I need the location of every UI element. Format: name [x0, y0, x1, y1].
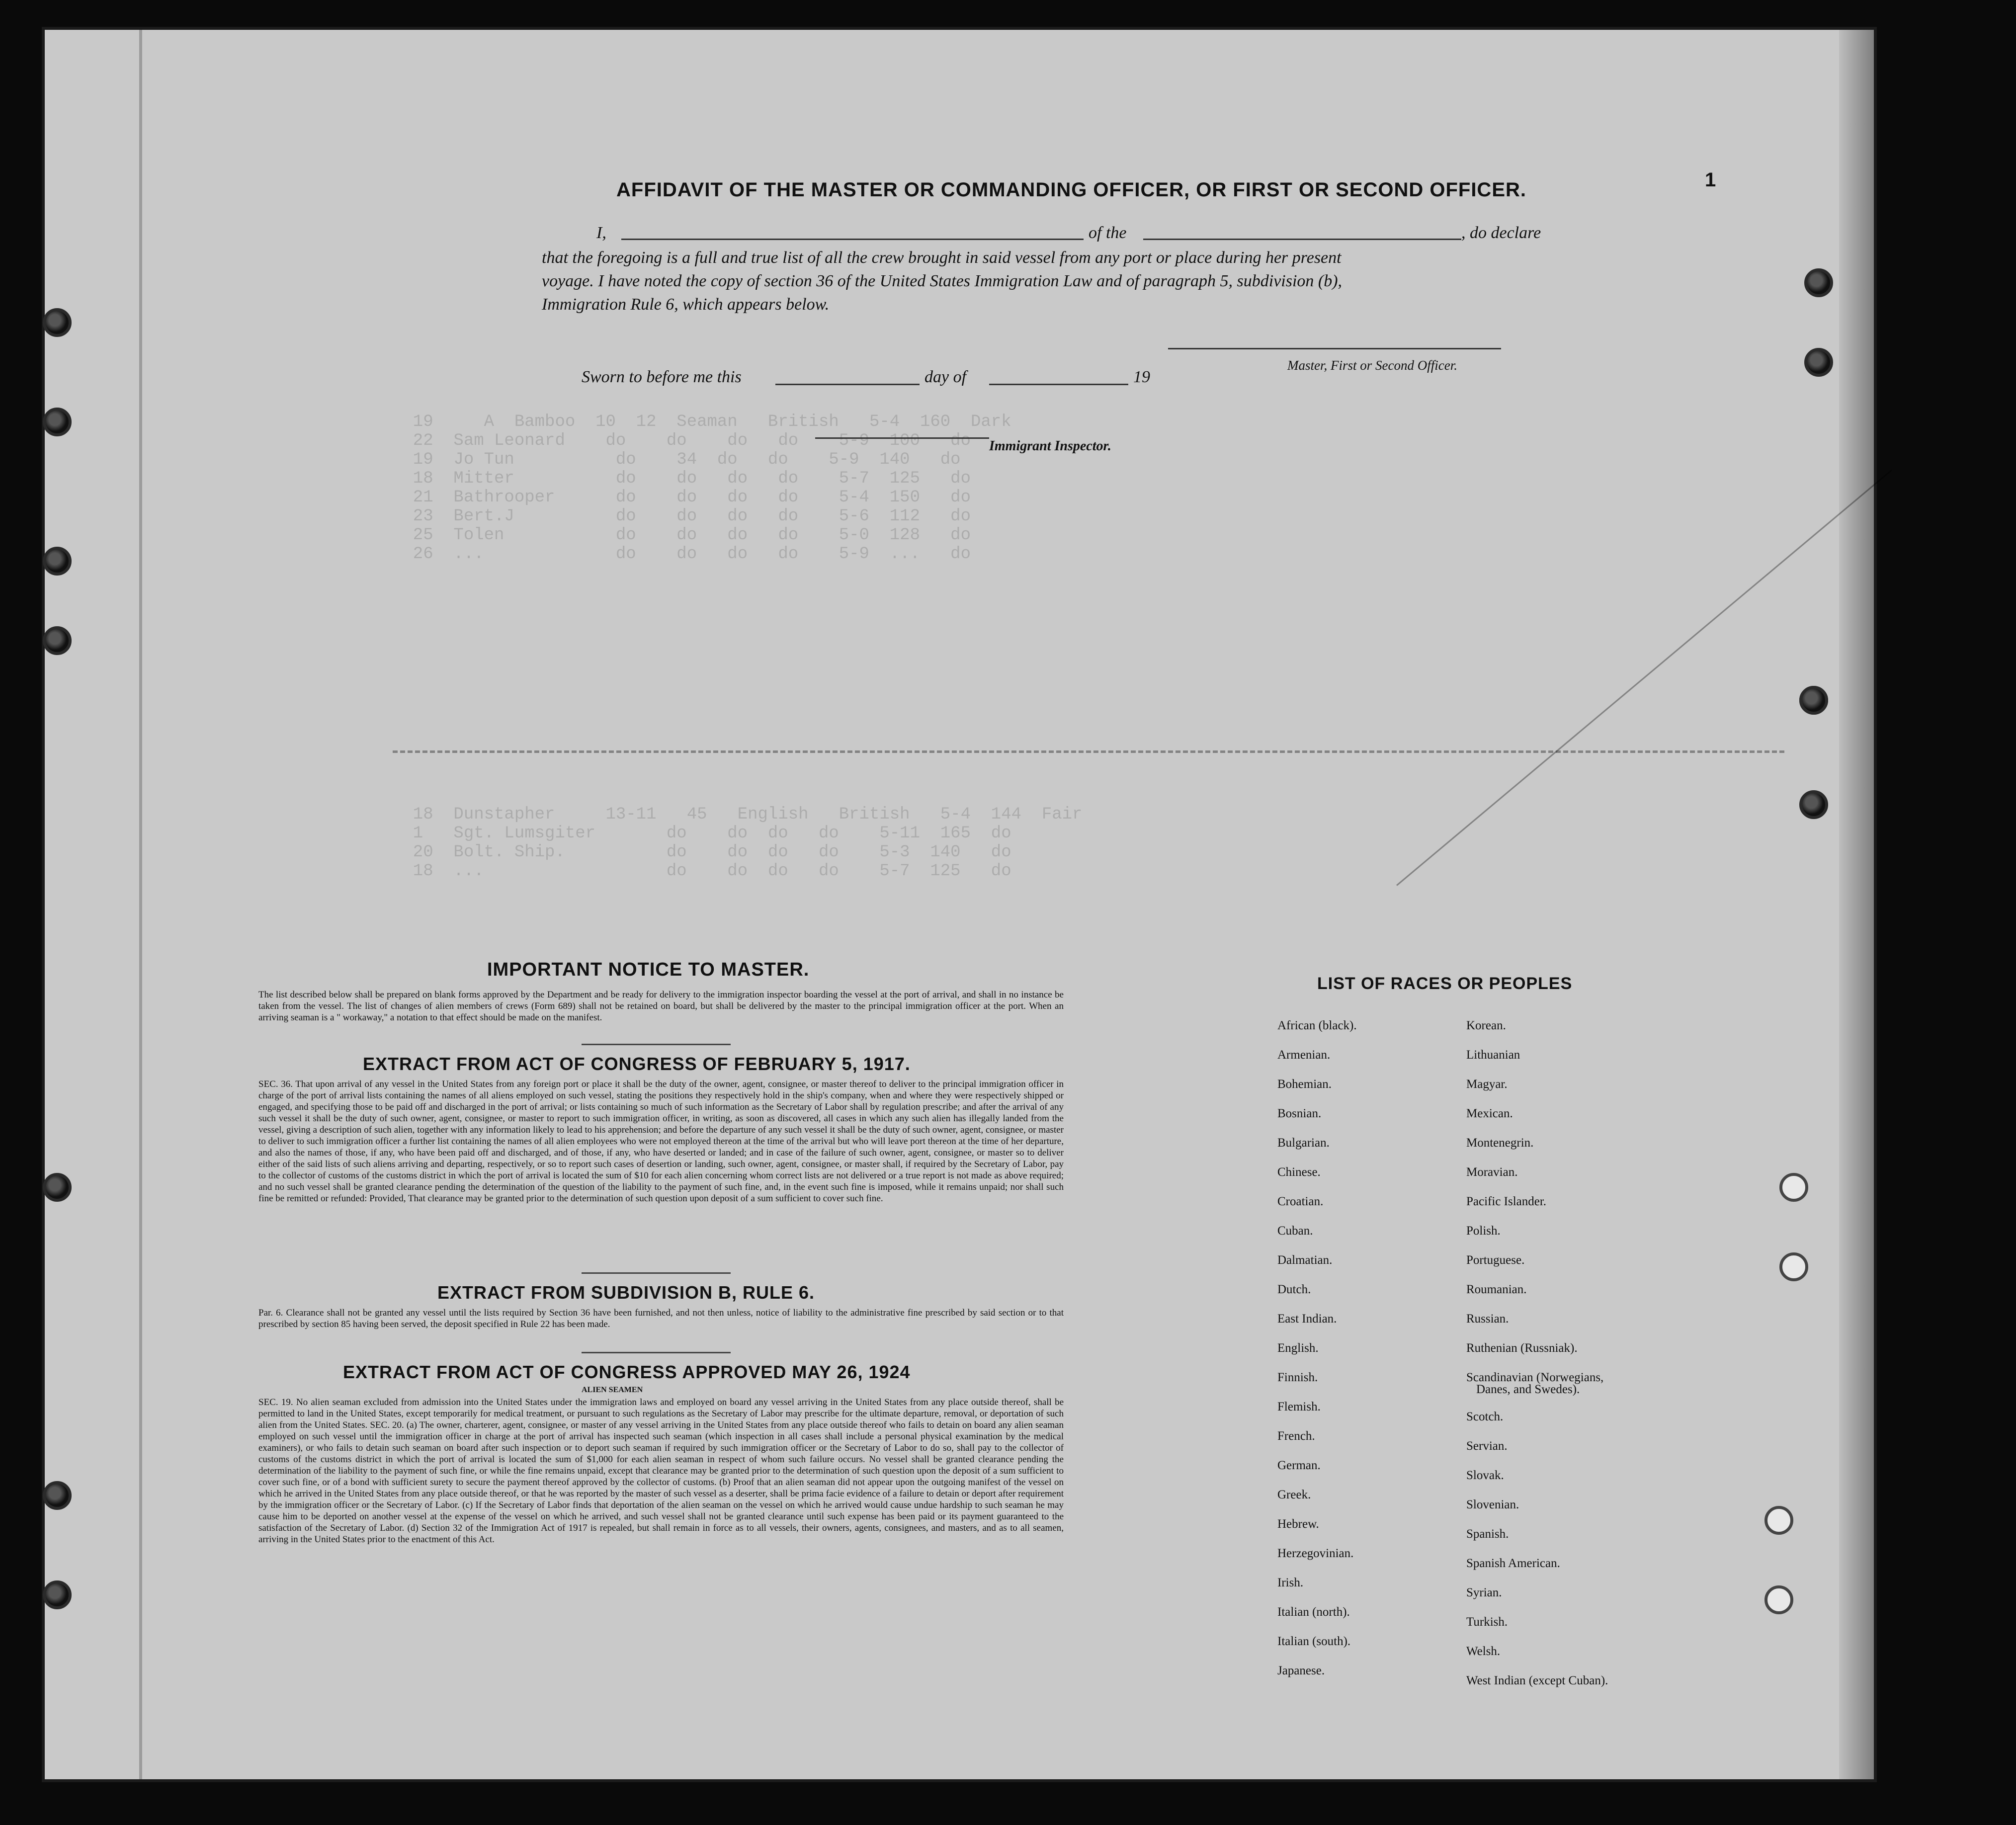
race-item: Spanish.: [1466, 1527, 1509, 1541]
affidavit-of-the: of the: [1089, 224, 1127, 242]
extract-1924-subtitle: ALIEN SEAMEN: [582, 1386, 643, 1394]
race-item: German.: [1277, 1459, 1321, 1472]
race-item: Finnish.: [1277, 1371, 1318, 1384]
race-item: Magyar.: [1466, 1078, 1508, 1091]
race-item: Danes, and Swedes).: [1476, 1383, 1580, 1396]
race-item: Welsh.: [1466, 1645, 1501, 1658]
binder-hole: [1779, 1252, 1808, 1281]
divider: [582, 1044, 731, 1045]
affidavit-text-1: that the foregoing is a full and true list of all the crew brought in said vessel from any port or place during her present: [542, 249, 1342, 267]
race-item: Spanish American.: [1466, 1557, 1560, 1570]
binder-hole: [1804, 348, 1833, 377]
master-label: Master, First or Second Officer.: [1287, 358, 1457, 373]
race-item: Bohemian.: [1277, 1078, 1332, 1091]
race-item: Turkish.: [1466, 1615, 1508, 1629]
page-edge-shadow: [1839, 30, 1874, 1779]
race-item: East Indian.: [1277, 1312, 1337, 1326]
inspector-label: Immigrant Inspector.: [989, 438, 1111, 454]
binder-hole: [1804, 268, 1833, 297]
race-item: Bulgarian.: [1277, 1136, 1330, 1150]
race-item: French.: [1277, 1429, 1315, 1443]
subdivision-text: Par. 6. Clearance shall not be granted any vessel until the lists required by Section 36 have been furnished, and not then unless, notice of liability to the administrative fine prescribed by said section or to that prescribed by section 85 having been served, the deposit specified in Rule 22 has been made.: [258, 1308, 1064, 1329]
race-item: Pacific Islander.: [1466, 1195, 1547, 1208]
notice-text: The list described below shall be prepared on blank forms approved by the Department and be ready for delivery to the immigration inspector boarding the vessel at the port of arrival, and shall in no instance be taken from the vessel. The list of changes of alien members of crews (Form 689) shall not be retained on board, but shall be delivered by the master to the principal immigration officer at the port. When an arriving seaman is a " workaway," a notation to that effect should be made on the manifest.: [258, 990, 1064, 1023]
divider: [582, 1352, 731, 1353]
day-of-label: day of: [924, 368, 967, 386]
race-item: Japanese.: [1277, 1664, 1325, 1677]
binder-hole: [43, 547, 72, 576]
affidavit-title: AFFIDAVIT OF THE MASTER OR COMMANDING OFFICER, OR FIRST OR SECOND OFFICER.: [616, 179, 1526, 201]
race-item: Greek.: [1277, 1488, 1311, 1501]
race-item: Servian.: [1466, 1439, 1508, 1453]
affidavit-text-3: Immigration Rule 6, which appears below.: [542, 295, 830, 314]
bleed-through-diagonal: [1396, 470, 1892, 886]
binder-hole: [43, 626, 72, 655]
race-item: Slovak.: [1466, 1469, 1504, 1482]
race-item: Montenegrin.: [1466, 1136, 1534, 1150]
bleed-through-text: 19 A Bamboo 10 12 Seaman British 5-4 160 Dark 22 Sam Leonard do do do do 5-9 100 do 19 Jo Tun do 34 do do 5-9 140 do 18 Mitter do do do do 5-7 125 do 21 Bathrooper do do do do 5-4 150 do 23 Bert.J do do do do 5-6 112 do 25 Tolen do do do do 5-0 128 do 26 ... do do do do 5-9 ... do: [413, 413, 1011, 564]
master-signature-field[interactable]: [1168, 348, 1501, 349]
binder-hole: [43, 1481, 72, 1510]
affidavit-i-label: I,: [596, 224, 606, 242]
affidavit-do-declare: , do declare: [1461, 224, 1541, 242]
race-item: West Indian (except Cuban).: [1466, 1674, 1608, 1687]
race-item: Cuban.: [1277, 1224, 1313, 1238]
race-item: African (black).: [1277, 1019, 1357, 1032]
race-item: Moravian.: [1466, 1165, 1518, 1179]
race-item: Flemish.: [1277, 1400, 1321, 1413]
binder-hole: [43, 1173, 72, 1202]
race-item: Syrian.: [1466, 1586, 1502, 1599]
extract-1924-text: SEC. 19. No alien seaman excluded from admission into the United States under the immigration laws and employed on board any vessel arriving in the United States from any place outside thereof, shall be permitted to land in the United States, except temporarily for medical treatment, or pursuant to such regulations as the Secretary of Labor may prescribe for the ultimate departure, removal, or deportation of such alien from the United States. SEC. 20. (a) The owner, charterer, agent, consignee, or master of any vessel arriving in the United States from any place outside thereof who fails to detain on board any alien seaman employed on such vessel until the immigration officer in charge at the port of arrival has inspected such seaman (which inspection in all cases shall include a personal physical examination by the medical examiners), or who fails to detain such seaman on board after such inspection or to deport such seaman if required by such immigration officer or the Secretary of Labor to do so, shall pay to the collector of customs of the customs district in which the port of arrival is located the sum of $1,000 for each alien seaman in respect of whom such failure occurs. No vessel shall be granted clearance pending the determination of the liability to the payment of such fine, or while the fine remains unpaid, except that clearance may be granted prior to the determination of such question upon the deposit of a sum sufficient to cover such fine, or of a bond with sufficient surety to secure the payment thereof approved by the collector of customs. (b) Proof that an alien seaman did not appear upon the outgoing manifest of the vessel on which he arrived in the United States from any place outside thereof, or that he was reported by the master of such vessel as a deserter, shall be prima facie evidence of a failure to detain or deport after requirement by the immigration officer or the Secretary of Labor. (c) If the Secretary of Labor finds that deportation of the alien seaman on the vessel on which he arrived would cause undue hardship to such seaman he may cause him to be deported on another vessel at the expense of the vessel on which he arrived, and such vessel shall not be granted clearance until such expense has been paid or its payment guaranteed to the satisfaction of the Secretary of Labor. (d) Section 32 of the Immigration Act of 1917 is repealed, but shall remain in force as to all vessels, their owners, agents, consignees, and masters, and as to all seamen, arriving in the United States prior to the enactment of this Act.: [258, 1397, 1064, 1545]
race-item: Irish.: [1277, 1576, 1304, 1589]
binder-hole: [1764, 1506, 1793, 1535]
name-field[interactable]: [621, 239, 1084, 240]
binder-hole: [43, 1580, 72, 1609]
races-title: LIST OF RACES OR PEOPLES: [1317, 974, 1573, 993]
race-item: Portuguese.: [1466, 1253, 1525, 1267]
sworn-month-field[interactable]: [989, 384, 1128, 385]
binder-hole: [43, 408, 72, 436]
vessel-field[interactable]: [1143, 239, 1461, 240]
binder-hole: [1779, 1173, 1808, 1202]
notice-title: IMPORTANT NOTICE TO MASTER.: [487, 959, 810, 980]
binder-hole: [1764, 1585, 1793, 1614]
race-item: Chinese.: [1277, 1165, 1321, 1179]
page-number: 1: [1705, 169, 1717, 191]
race-item: Russian.: [1466, 1312, 1509, 1326]
race-item: Armenian.: [1277, 1048, 1331, 1062]
extract-1924-title: EXTRACT FROM ACT OF CONGRESS APPROVED MAY 26, 1924: [343, 1362, 911, 1382]
affidavit-text-2: voyage. I have noted the copy of section 36 of the United States Immigration Law and of paragraph 5, subdivision (b),: [542, 272, 1343, 290]
race-item: Bosnian.: [1277, 1107, 1322, 1120]
sworn-label: Sworn to before me this: [582, 368, 742, 386]
race-item: Mexican.: [1466, 1107, 1513, 1120]
inspector-signature-field[interactable]: [815, 437, 989, 439]
race-item: Hebrew.: [1277, 1517, 1319, 1531]
bleed-through-rule: [393, 750, 1784, 753]
sworn-day-field[interactable]: [775, 384, 920, 385]
subdivision-title: EXTRACT FROM SUBDIVISION B, RULE 6.: [437, 1282, 815, 1303]
race-item: Dutch.: [1277, 1283, 1311, 1296]
race-item: Scandinavian (Norwegians,: [1466, 1371, 1604, 1384]
race-item: Croatian.: [1277, 1195, 1324, 1208]
race-item: Roumanian.: [1466, 1283, 1527, 1296]
document-page: [45, 30, 1874, 1779]
binder-hole: [43, 308, 72, 337]
race-item: Italian (north).: [1277, 1605, 1350, 1619]
extract-1917-text: SEC. 36. That upon arrival of any vessel in the United States from any foreign port or place it shall be the duty of the owner, agent, consignee, or master thereof to deliver to the principal immigration officer in charge of the port of arrival lists containing the names of all aliens employed on such vessel, stating the positions they respectively hold in the ship's company, when and where they were respectively shipped or engaged, and specifying those to be paid off and discharged in the port of arrival; or lists containing so much of such information as the Secretary of Labor shall by regulation prescribe; and after the arrival of any such vessel it shall be the duty of such owner, agent, consignee, or master to report to such immigration officer, in writing, as soon as discovered, all cases in which any such alien has illegally landed from the vessel, giving a description of such alien, together with any information likely to lead to his apprehension; and before the departure of any such vessel it shall be the duty of such owner, agent, consignee, or master to deliver to such immigration officer a further list containing the names of all alien employees who were not employed thereon at the time of the arrival but who will leave port thereon at the time of her departure, and also the names of those, if any, who have been paid off and discharged, and of those, if any, who have deserted or landed; and in case of the failure of such owner, agent, consignee, or master so to deliver either of the said lists of such aliens arriving and departing, respectively, or so to report such cases of desertion or landing, such owner, agent, consignee, or master shall, if required by the Secretary of Labor, pay to the collector of customs of the customs district in which the port of arrival is located the sum of $10 for each alien concerning whom correct lists are not delivered or a true report is not made as above required; and no such vessel shall be granted clearance pending the determination of the question of the liability to the payment of such fine, and, in the event such fine is imposed, while it remains unpaid; nor shall such fine be remitted or refunded: Provided, That clearance may be granted prior to the determination of such question upon deposit of a sum sufficient to cover such fine.: [258, 1079, 1064, 1204]
race-item: Polish.: [1466, 1224, 1501, 1238]
race-item: Herzegovinian.: [1277, 1547, 1354, 1560]
race-item: Ruthenian (Russniak).: [1466, 1341, 1578, 1355]
binder-hole: [1799, 790, 1828, 819]
bleed-through-text-lower: 18 Dunstapher 13-11 45 English British 5-4 144 Fair 1 Sgt. Lumsgiter do do do do 5-11 165 do 20 Bolt. Ship. do do do do 5-3 140 do 18 ... do do do do 5-7 125 do: [413, 805, 1083, 881]
race-item: Dalmatian.: [1277, 1253, 1333, 1267]
divider: [582, 1272, 731, 1274]
race-item: Slovenian.: [1466, 1498, 1519, 1511]
race-item: Korean.: [1466, 1019, 1506, 1032]
race-item: English.: [1277, 1341, 1319, 1355]
year-label: 19: [1133, 368, 1150, 386]
extract-1917-title: EXTRACT FROM ACT OF CONGRESS OF FEBRUARY 5, 1917.: [363, 1054, 911, 1074]
binder-hole: [1799, 686, 1828, 715]
race-item: Scotch.: [1466, 1410, 1504, 1423]
race-item: Italian (south).: [1277, 1635, 1351, 1648]
race-item: Lithuanian: [1466, 1048, 1520, 1062]
